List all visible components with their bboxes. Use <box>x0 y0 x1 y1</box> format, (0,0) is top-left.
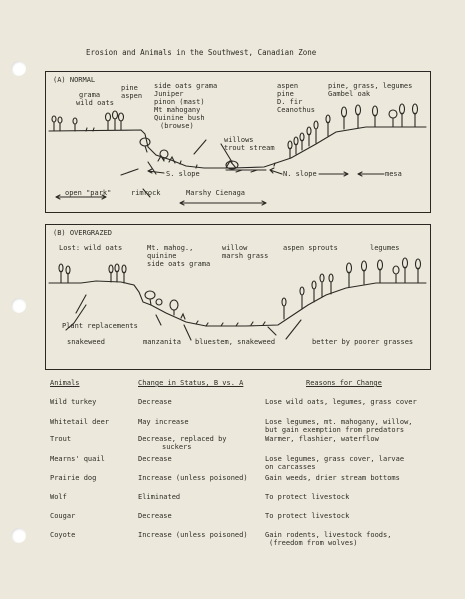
label-rimrock: rimrock <box>131 189 161 197</box>
table-row-animal: Whitetail deer <box>50 418 110 426</box>
label-quinine: quinine <box>147 252 177 260</box>
label-manzanita: manzanita <box>143 338 181 346</box>
label-pine-grass-legumes: pine, grass, legumes <box>328 82 413 90</box>
label-pine-2: pine <box>277 90 294 98</box>
label-ceanothus: Ceanothus <box>277 106 315 114</box>
table-row-change: Decrease, replaced by <box>138 435 227 443</box>
label-legumes: legumes <box>370 244 400 252</box>
label-plant-replacements: Plant replacements <box>62 322 138 330</box>
label-bluestem-snakeweed: bluestem, snakeweed <box>195 338 276 346</box>
label-marshy-cienaga: Marshy Cienaga <box>186 189 246 197</box>
table-row-reason: Lose legumes, mt. mahogany, willow, <box>265 418 413 426</box>
label-mesa: mesa <box>385 170 402 178</box>
table-row-reason: Warmer, flashier, waterflow <box>265 435 379 443</box>
label-aspen-sprouts: aspen sprouts <box>283 244 338 252</box>
table-row-change: Decrease <box>138 512 172 520</box>
table-row-change: Decrease <box>138 398 172 406</box>
label-better-by-poorer: better by poorer grasses <box>312 338 414 346</box>
table-row-change: Increase (unless poisoned) <box>138 531 248 539</box>
table-row-reason: but gain exemption from predators <box>265 426 405 434</box>
table-row-animal: Mearns' quail <box>50 455 105 463</box>
table-row-reason: on carcasses <box>265 463 316 471</box>
label-marsh-grass: marsh grass <box>222 252 269 260</box>
table-row-reason: Lose wild oats, legumes, grass cover <box>265 398 417 406</box>
label-side-oats-b: side oats grama <box>147 260 211 268</box>
table-row-reason: Lose legumes, grass cover, larvae <box>265 455 405 463</box>
table-row-animal: Wolf <box>50 493 67 501</box>
label-pinon: pinon (mast) <box>154 98 205 106</box>
label-mt-mahog: Mt. mahog., <box>147 244 194 252</box>
table-row-animal: Cougar <box>50 512 76 520</box>
column-header-reasons: Reasons for Change <box>306 379 382 387</box>
page-title: Erosion and Animals in the Southwest, Canadian Zone <box>86 48 317 57</box>
table-row-change: Increase (unless poisoned) <box>138 474 248 482</box>
label-trout-stream: trout stream <box>224 144 275 152</box>
label-side-oats: side oats grama <box>154 82 218 90</box>
label-willows: willows <box>224 136 254 144</box>
label-n-slope: N. slope <box>283 170 317 178</box>
binder-hole <box>11 528 26 543</box>
label-wild-oats: wild oats <box>76 99 114 107</box>
panel-heading-normal: (A) NORMAL <box>53 76 96 84</box>
label-s-slope: S. slope <box>166 170 200 178</box>
label-gambel-oak: Gambel oak <box>328 90 371 98</box>
label-lost-wild-oats: Lost: wild oats <box>59 244 123 252</box>
label-juniper: Juniper <box>154 90 184 98</box>
table-row-reason: Gain weeds, drier stream bottoms <box>265 474 400 482</box>
label-mt-mahogany: Mt mahogany <box>154 106 201 114</box>
label-d-fir: D. fir <box>277 98 303 106</box>
table-row-change: suckers <box>162 443 192 451</box>
binder-hole <box>11 61 26 76</box>
table-row-change: Eliminated <box>138 493 181 501</box>
label-grama: grama <box>79 91 101 99</box>
table-row-animal: Trout <box>50 435 72 443</box>
binder-hole <box>11 298 26 313</box>
label-aspen: aspen <box>121 92 143 100</box>
table-row-reason: To protect livestock <box>265 493 350 501</box>
label-snakeweed: snakeweed <box>67 338 105 346</box>
table-row-reason: To protect livestock <box>265 512 350 520</box>
label-browse: (browse) <box>160 122 194 130</box>
column-header-change: Change in Status, B vs. A <box>138 379 244 387</box>
label-open-park: open "park" <box>65 189 112 197</box>
table-row-change: May increase <box>138 418 189 426</box>
table-row-animal: Wild turkey <box>50 398 97 406</box>
table-row-change: Decrease <box>138 455 172 463</box>
panel-heading-overgrazed: (B) OVERGRAZED <box>53 229 113 237</box>
table-row-reason: Gain rodents, livestock foods, <box>265 531 392 539</box>
label-quinine-bush: Quinine bush <box>154 114 205 122</box>
label-aspen-2: aspen <box>277 82 299 90</box>
table-row-animal: Prairie dog <box>50 474 97 482</box>
label-pine: pine <box>121 84 138 92</box>
column-header-animals: Animals <box>50 379 80 387</box>
table-row-reason: (freedom from wolves) <box>269 539 358 547</box>
label-willow: willow <box>222 244 248 252</box>
table-row-animal: Coyote <box>50 531 76 539</box>
